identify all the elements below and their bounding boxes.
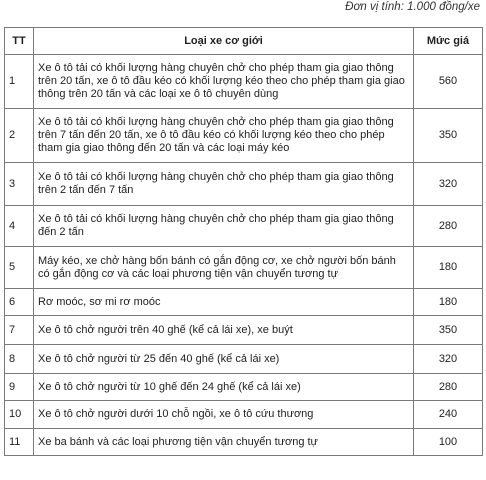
table-row — [5, 374, 483, 401]
table-header-row — [5, 28, 483, 55]
table-row — [5, 429, 483, 456]
row-number: 6 — [5, 289, 34, 316]
vehicle-type: Máy kéo, xe chở hàng bốn bánh có gắn động cơ, xe chở người bốn bánh có gắn động cơ và các loại phương tiện vận chuyển tương tự — [34, 247, 414, 289]
row-number: 7 — [5, 316, 34, 345]
header-vehicle-type: Loại xe cơ giới — [34, 28, 414, 55]
price-value: 280 — [414, 206, 483, 247]
inspection-fee-table — [4, 27, 483, 456]
vehicle-type: Xe ô tô tải có khối lượng hàng chuyên chở cho phép tham gia giao thông trên 2 tấn đến 7 tấn — [34, 163, 414, 206]
row-number: 4 — [5, 206, 34, 247]
table-row — [5, 109, 483, 163]
price-value: 180 — [414, 247, 483, 289]
vehicle-type: Xe ô tô chở người từ 25 đến 40 ghế (kể cả lái xe) — [34, 345, 414, 374]
header-tt: TT — [5, 28, 34, 55]
table-row — [5, 206, 483, 247]
row-number: 9 — [5, 374, 34, 401]
price-value: 350 — [414, 316, 483, 345]
price-value: 240 — [414, 401, 483, 429]
table-row — [5, 55, 483, 109]
row-number: 5 — [5, 247, 34, 289]
vehicle-type: Rơ moóc, sơ mi rơ moóc — [34, 289, 414, 316]
price-value: 320 — [414, 163, 483, 206]
price-value: 320 — [414, 345, 483, 374]
price-value: 180 — [414, 289, 483, 316]
row-number: 1 — [5, 55, 34, 109]
price-value: 350 — [414, 109, 483, 163]
vehicle-type: Xe ô tô tải có khối lượng hàng chuyên chở cho phép tham gia giao thông trên 7 tấn đến 20 tấn, xe ô tô đầu kéo có khối lượng kéo theo cho phép tham gia giao thông đến 20 tấn và các loại máy kéo — [34, 109, 414, 163]
table-row — [5, 345, 483, 374]
vehicle-type: Xe ô tô chở người dưới 10 chỗ ngồi, xe ô tô cứu thương — [34, 401, 414, 429]
table-row — [5, 289, 483, 316]
vehicle-type: Xe ô tô tải có khối lượng hàng chuyên chở cho phép tham gia giao thông đến 2 tấn — [34, 206, 414, 247]
table-row — [5, 401, 483, 429]
vehicle-type: Xe ô tô chở người từ 10 ghế đến 24 ghế (kể cả lái xe) — [34, 374, 414, 401]
row-number: 8 — [5, 345, 34, 374]
unit-note: Đơn vị tính: 1.000 đồng/xe — [345, 1, 480, 13]
vehicle-type: Xe ô tô chở người trên 40 ghế (kể cả lái xe), xe buýt — [34, 316, 414, 345]
price-value: 560 — [414, 55, 483, 109]
header-price: Mức giá — [414, 28, 483, 55]
price-value: 100 — [414, 429, 483, 456]
price-value: 280 — [414, 374, 483, 401]
row-number: 10 — [5, 401, 34, 429]
table-row — [5, 163, 483, 206]
vehicle-type: Xe ô tô tải có khối lượng hàng chuyên chở cho phép tham gia giao thông trên 20 tấn, xe ô tô đầu kéo có khối lượng kéo theo cho phép tham gia giao thông trên 20 tấn và các loại xe ô tô chuyên dùng — [34, 55, 414, 109]
row-number: 2 — [5, 109, 34, 163]
row-number: 3 — [5, 163, 34, 206]
row-number: 11 — [5, 429, 34, 456]
vehicle-type: Xe ba bánh và các loại phương tiện vận chuyển tương tự — [34, 429, 414, 456]
table-row — [5, 316, 483, 345]
table-row — [5, 247, 483, 289]
